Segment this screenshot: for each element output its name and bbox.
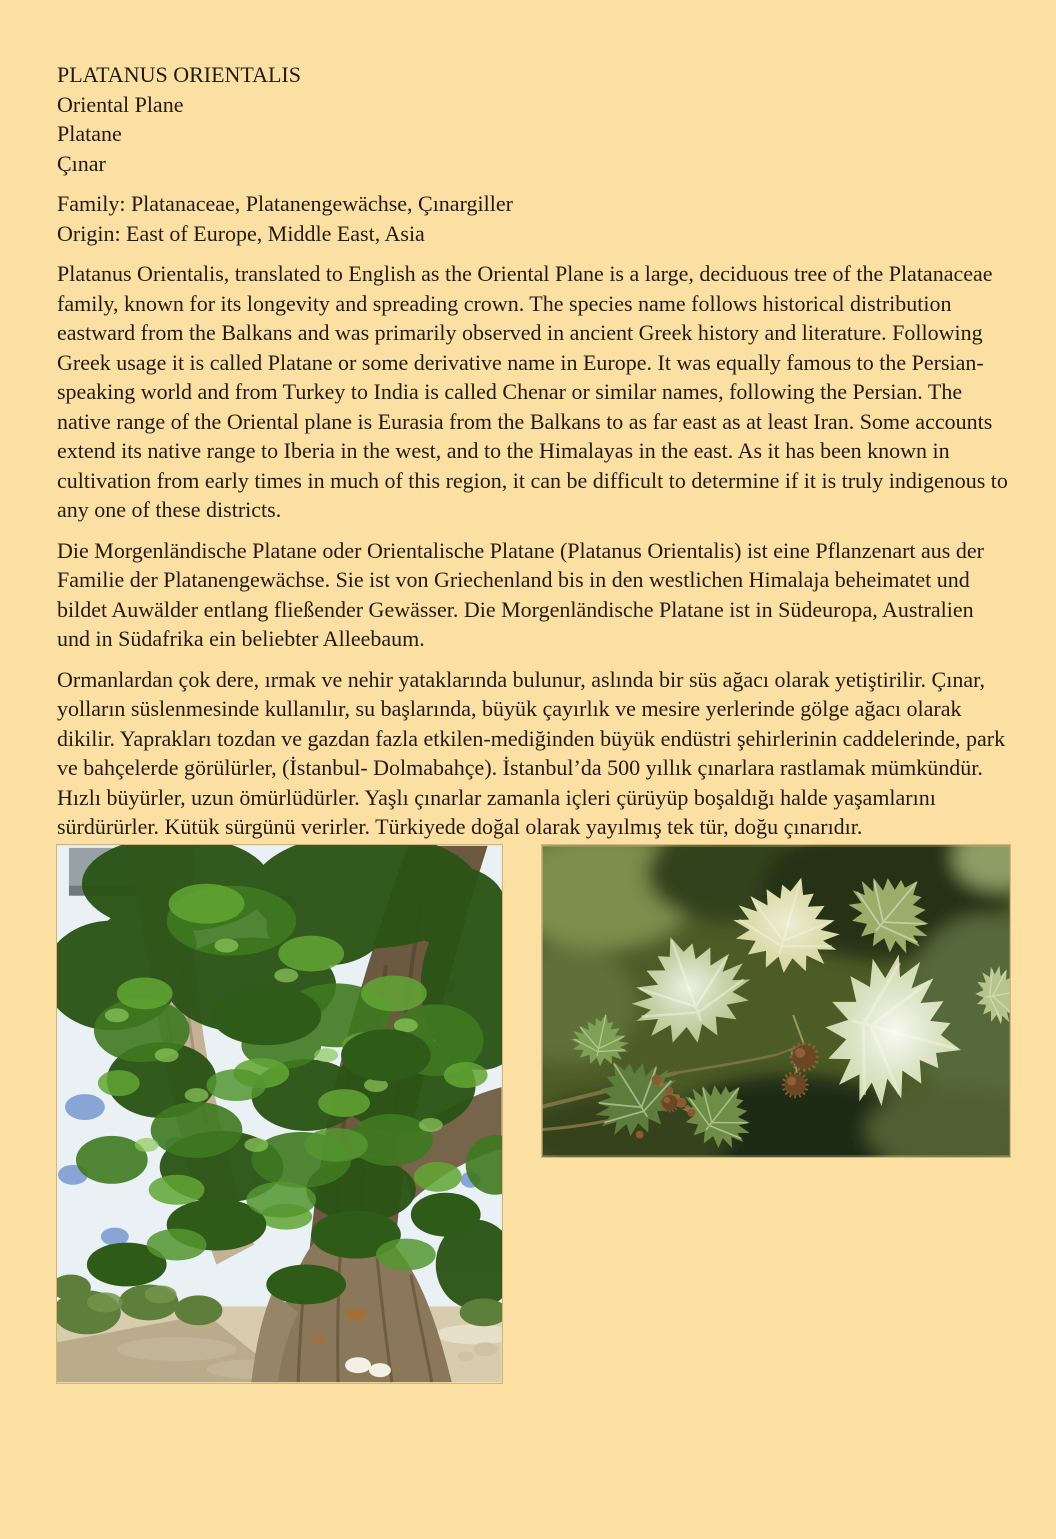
tree-photo [57, 845, 502, 1383]
common-name-english: Oriental Plane [57, 91, 184, 117]
header-block [57, 60, 1010, 178]
origin-line: Origin: East of Europe, Middle East, Asia [57, 220, 425, 246]
bark-lichen [346, 1308, 366, 1320]
family-line: Family: Platanaceae, Platanengewächse, Çınargiller [57, 191, 513, 216]
photo-row [57, 845, 1010, 1383]
seed-ball [789, 1041, 819, 1071]
common-name-turkish: Çınar [57, 150, 106, 176]
leaves-photo [542, 845, 1010, 1157]
paragraph-turkish: Ormanlardan çok dere, ırmak ve nehir yataklarında bulunur, aslında bir süs ağacı olarak yetiştirilir. Çınar, yolların süslenmesinde kullanılır, su başlarında, büyük çayırlık ve mesire yerlerinde gölge ağacı olarak dikilir. Yaprakları tozdan ve gazdan fazla etkilen-mediğinden büyük endüstri şehirlerinin caddelerinde, park ve bahçelerde görülürler, (İstanbul- Dolmabahçe). İstanbul’da 500 yıllık çınarlara rastlamak mümkündür. Hızlı büyürler, uzun ömürlüdürler. Yaşlı çınarlar zamanla içleri çürüyüp boşaldığı halde yaşamlarını sürdürürler. Kütük sürgünü verirler. Türkiyede doğal olarak yayılmış tek tür, doğu çınarıdır. [57, 666, 1006, 839]
paragraph-german: Die Morgenländische Platane oder Orientalische Platane (Platanus Orientalis) ist eine Pflanzenart aus der Familie der Platanengewächse. Sie ist von Griechenland bis in den westlichen Himalaja beheimatet und bildet Auwälder entlang fließender Gewässer. Die Morgenländische Platane ist in Südeuropa, Australien und in Südafrika ein beliebter Alleebaum. [57, 537, 984, 651]
seed-ball [659, 1092, 678, 1111]
bark-lichen [311, 1334, 325, 1344]
taxonomy-block [57, 189, 1010, 248]
species-title: PLATANUS ORIENTALIS [57, 62, 301, 87]
paragraph-english: Platanus Orientalis, translated to English as the Oriental Plane is a large, deciduous tree of the Platanaceae family, known for its longevity and spreading crown. The species name follows historical distribution eastward from the Balkans and was primarily observed in ancient Greek history and literature. Following Greek usage it is called Platane or some derivative name in Europe. It was equally famous to the Persian-speaking world and from Turkey to India is called Chenar or similar names, following the Persian. The native range of the Oriental plane is Eurasia from the Balkans to as far east as at least Iran. Some accounts extend its native range to Iberia in the west, and to the Himalayas in the east. As it has been known in cultivation from early times in much of this region, it can be difficult to determine if it is truly indigenous to any one of these districts. [57, 261, 1008, 522]
seed-ball [781, 1071, 808, 1098]
common-name-german: Platane [57, 121, 122, 146]
